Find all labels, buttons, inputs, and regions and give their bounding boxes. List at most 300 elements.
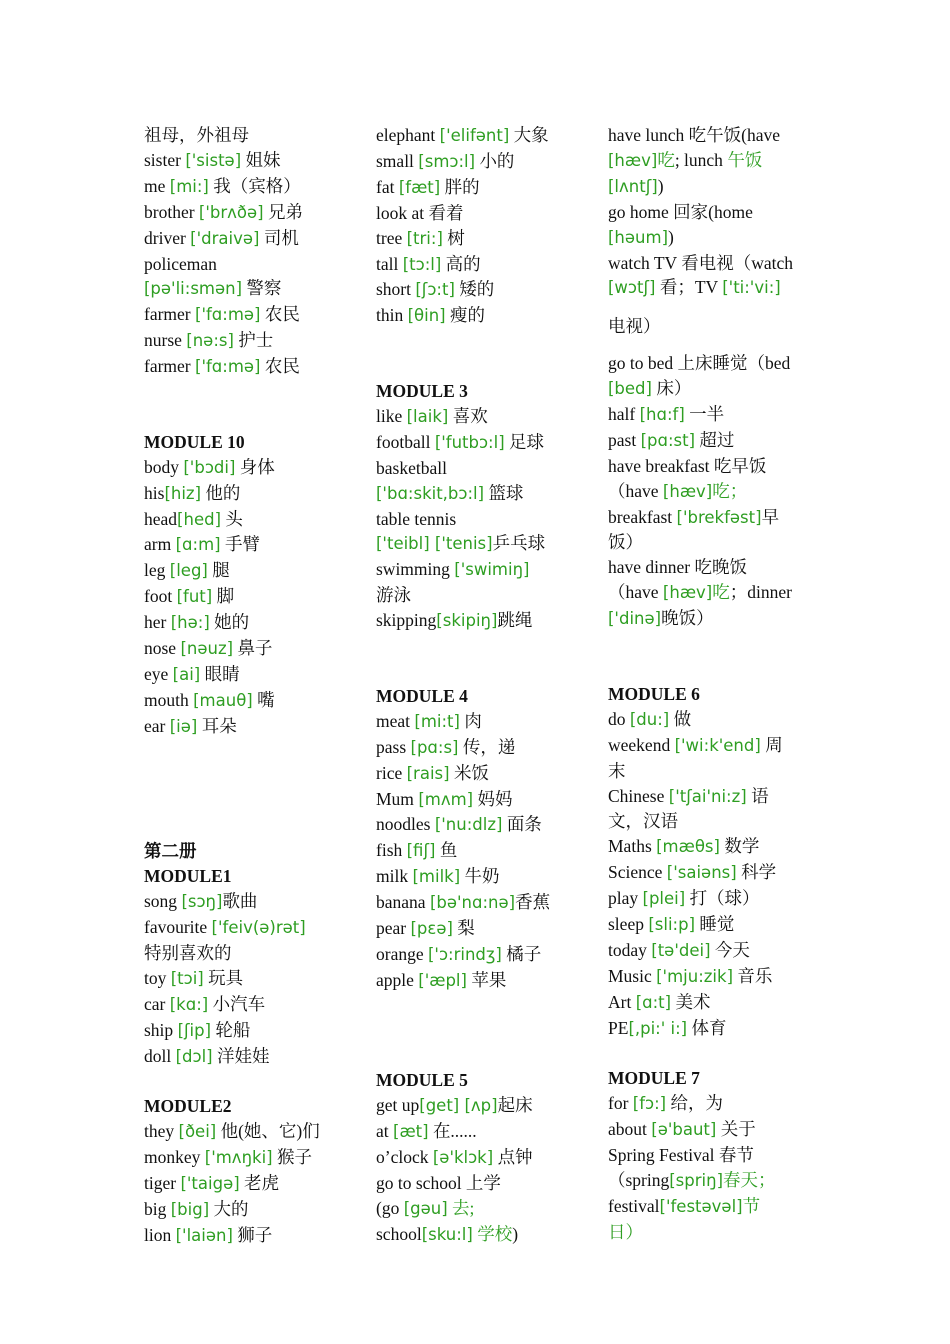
vocab-line (144, 148, 354, 174)
word-text: 乒乓球 (492, 533, 546, 554)
phonetic-text: [tri:] (406, 228, 443, 248)
vocab-line (608, 251, 820, 276)
vocab-line (144, 941, 354, 966)
phonetic-text: ['fɑ:mə] (195, 357, 261, 377)
vocab-line (608, 733, 820, 759)
word-text: 警察 (242, 278, 282, 299)
word-text: 游泳 (376, 585, 411, 606)
phonetic-text: [ðei] (178, 1122, 217, 1142)
phonetic-text: [sli:p] (648, 915, 696, 935)
word-text: go home 回家(home (608, 201, 753, 222)
vocab-line (608, 1016, 820, 1042)
line-gap (144, 740, 354, 840)
word-text: about (608, 1119, 652, 1140)
word-text: pass (376, 736, 411, 757)
phonetic-text: ['brekfəst] (676, 507, 762, 527)
word-text: today (608, 939, 652, 960)
vocab-line (608, 964, 820, 990)
vocab-line (608, 505, 820, 531)
phonetic-text: [smɔ:l] (418, 151, 476, 171)
phonetic-text: [mi:t] (414, 711, 460, 731)
word-text: 腿 (207, 560, 230, 581)
phonetic-text: [hæv] (662, 583, 713, 603)
word-text: 科学 (736, 862, 777, 883)
word-text: 足球 (504, 431, 545, 452)
phonetic-text: [ɑ:m] (175, 535, 221, 555)
word-text: her (144, 612, 171, 633)
word-text: 矮的 (454, 279, 495, 300)
phonetic-text: [iə] (169, 716, 198, 736)
word-text: sleep (608, 914, 649, 935)
line-gap (144, 380, 354, 430)
word-text: play (608, 888, 643, 909)
section-heading (144, 1094, 354, 1119)
vocab-line (608, 1220, 820, 1245)
phonetic-text: [tɔ:l] (402, 254, 442, 274)
section-heading (608, 1066, 820, 1091)
line-gap (608, 1042, 820, 1067)
vocab-line (144, 123, 354, 148)
word-text: 篮球 (484, 482, 524, 503)
vocab-line (376, 864, 588, 890)
word-text: go to bed 上床睡觉（bed (608, 353, 791, 374)
vocab-line (608, 1194, 820, 1220)
word-text: fat (376, 176, 399, 197)
word-text: Spring Festival 春节 (608, 1145, 754, 1166)
gloss-text: ； (729, 480, 748, 501)
vocab-line (376, 252, 588, 278)
vocab-column-left (144, 123, 354, 1249)
phonetic-text: ['sistə] (185, 150, 242, 170)
word-text: 跳绳 (497, 610, 533, 631)
vocab-line (608, 707, 820, 733)
phonetic-text: [fut] (176, 587, 213, 607)
vocab-line (608, 580, 820, 606)
word-text: have dinner 吃晚饭 (608, 557, 747, 578)
heading-text: 第二册 (144, 841, 197, 862)
vocab-line (376, 456, 588, 481)
word-text: pear (376, 918, 411, 939)
section-heading (144, 864, 354, 889)
vocab-line (144, 200, 354, 226)
word-text: ) (512, 1223, 519, 1244)
word-text: song (144, 891, 182, 912)
word-text: 特别喜欢的 (144, 942, 232, 963)
word-text: 我（宾格） (208, 175, 301, 196)
word-text: 祖母，外祖母 (144, 125, 249, 145)
heading-text: MODULE 7 (608, 1068, 700, 1089)
word-text: 末 (608, 760, 626, 781)
phonetic-text: [mʌm] (418, 789, 474, 809)
phonetic-text: [hɑ:f] (639, 404, 685, 424)
word-text: 打（球） (685, 888, 760, 909)
word-text: 看；TV (655, 277, 723, 298)
phonetic-text: [sku:l] (421, 1224, 473, 1244)
word-text: 脚 (212, 586, 235, 607)
line-gap (608, 632, 820, 682)
vocab-line (376, 1145, 588, 1171)
gloss-text: 日） (608, 1221, 643, 1242)
word-text: 今天 (710, 939, 750, 960)
word-text: 音乐 (733, 965, 773, 986)
phonetic-text: [spriŋ] (669, 1171, 724, 1191)
vocab-line (376, 1196, 588, 1222)
word-text: watch TV 看电视（watch (608, 252, 794, 273)
word-text: 高的 (441, 253, 481, 274)
vocab-line (376, 812, 588, 838)
word-text: like (376, 405, 407, 426)
vocab-line (608, 225, 820, 251)
phonetic-text: [lʌntʃ] (608, 176, 658, 196)
word-text: tiger (144, 1173, 181, 1194)
word-text: ear (144, 715, 170, 736)
word-text: 饭） (608, 532, 643, 553)
phonetic-text: [ʃɔ:t] (415, 280, 455, 300)
word-text: 洋娃娃 (212, 1045, 270, 1066)
vocab-line (608, 860, 820, 886)
phonetic-text: [həum] (608, 227, 669, 247)
word-text: 嘴 (252, 689, 275, 710)
phonetic-text: [tɔi] (170, 968, 204, 988)
word-text: swimming (376, 559, 455, 580)
vocab-line (144, 636, 354, 662)
vocab-line (376, 1119, 588, 1145)
vocab-line (608, 784, 820, 810)
phonetic-text: ['bɑ:skit,bɔ:l] (376, 483, 485, 503)
line-gap (608, 301, 820, 313)
vocab-line (608, 1091, 820, 1117)
word-text: basketball (376, 457, 447, 478)
vocab-line (144, 226, 354, 252)
word-text: 护士 (233, 330, 274, 351)
phonetic-text: [wɔtʃ] (608, 278, 656, 298)
gloss-text: 午饭 (727, 149, 763, 170)
vocab-line (608, 990, 820, 1016)
vocab-line (608, 759, 820, 784)
word-text: car (144, 993, 170, 1014)
word-text: 晚饭） (661, 608, 714, 629)
vocab-line (144, 302, 354, 328)
word-text: 苹果 (466, 969, 507, 990)
phonetic-text: [pɑ:s] (410, 737, 459, 757)
word-text: 睡觉 (695, 914, 735, 935)
word-text: 鱼 (435, 840, 458, 861)
phonetic-text: ['teibl] ['tenis] (376, 534, 493, 554)
phonetic-text: [nəuz] (180, 639, 234, 659)
phonetic-text: [,pi:' i:] (628, 1018, 688, 1038)
word-text: PE (608, 1017, 629, 1038)
word-text: 玩具 (203, 967, 244, 988)
word-text: 周 (760, 734, 783, 755)
word-text: 小的 (475, 150, 515, 171)
vocab-line (376, 583, 588, 608)
vocab-line (608, 938, 820, 964)
word-text: 面条 (502, 814, 542, 835)
phonetic-text: ['ɔ:rindʒ] (428, 944, 502, 964)
vocab-line (376, 916, 588, 942)
vocab-line (144, 276, 354, 302)
word-text: 传，递 (458, 736, 516, 757)
phonetic-text: [rais] (406, 763, 450, 783)
word-text: festival (608, 1196, 660, 1216)
vocab-line (144, 354, 354, 380)
word-text: Science (608, 862, 667, 883)
phonetic-text: [fæt] (398, 177, 441, 197)
word-text: football (376, 431, 435, 452)
heading-text: MODULE2 (144, 1096, 232, 1117)
section-heading (376, 1068, 588, 1093)
vocab-line (608, 428, 820, 454)
gloss-text: 吃 (657, 149, 675, 170)
heading-text: MODULE 4 (376, 685, 468, 706)
phonetic-text: [bed] (608, 379, 652, 399)
phonetic-text: [æt] (393, 1122, 429, 1142)
phonetic-text: [mæθs] (656, 837, 720, 857)
vocab-line (608, 200, 820, 225)
phonetic-text: ['elifənt] (439, 126, 510, 145)
word-text: 农民 (260, 304, 300, 325)
word-text: me (144, 175, 170, 196)
vocab-line (144, 1171, 354, 1197)
word-text: fish (376, 840, 407, 861)
word-text: breakfast (608, 506, 677, 527)
word-text: 老虎 (239, 1173, 280, 1194)
vocab-line (608, 555, 820, 580)
word-text: 超过 (695, 429, 735, 450)
word-text: his (144, 482, 165, 503)
phonetic-text: ['bɔdi] (183, 457, 236, 477)
section-heading (376, 684, 588, 709)
vocab-line (144, 1145, 354, 1171)
vocab-line (376, 1171, 588, 1196)
vocab-line (144, 1044, 354, 1070)
word-text: 喜欢 (448, 405, 488, 426)
vocab-line (608, 275, 820, 301)
word-text: foot (144, 586, 177, 607)
gloss-text: 学校 (472, 1223, 513, 1244)
word-text: short (376, 279, 416, 300)
word-text: 司机 (259, 227, 299, 248)
vocab-line (608, 479, 820, 505)
word-text: 在...... (428, 1121, 477, 1142)
word-text: at (376, 1121, 394, 1142)
section-heading (144, 839, 354, 864)
word-text: 他的 (201, 482, 241, 503)
word-text: nose (144, 638, 181, 659)
word-text: 手臂 (220, 534, 260, 555)
vocab-line (144, 584, 354, 610)
word-text: 姐妹 (241, 149, 281, 170)
vocab-line (608, 376, 820, 402)
vocab-line (144, 252, 354, 277)
phonetic-text: ['saiəns] (666, 863, 737, 883)
vocab-line (376, 787, 588, 813)
word-text: 胖的 (440, 176, 480, 197)
phonetic-text: [hæv] (608, 150, 658, 170)
phonetic-text: [skipiŋ] (436, 611, 498, 631)
vocab-line (144, 174, 354, 200)
phonetic-text: [ʃip] (177, 1020, 212, 1040)
word-text: arm (144, 534, 176, 555)
vocab-line (608, 606, 820, 632)
word-text: elephant (376, 125, 440, 145)
vocab-line (144, 889, 354, 915)
phonetic-text: ['brʌðə] (198, 202, 264, 222)
phonetic-text: [mauθ] (193, 690, 253, 710)
word-text: 妈妈 (473, 788, 513, 809)
vocab-line (376, 608, 588, 634)
word-text: 做 (669, 708, 692, 729)
vocab-line (376, 149, 588, 175)
word-text: head (144, 508, 178, 529)
word-text: table tennis (376, 508, 457, 529)
vocab-line (608, 1117, 820, 1143)
vocab-line (144, 481, 354, 507)
word-text: policeman (144, 253, 217, 274)
word-text: 鼻子 (233, 638, 273, 659)
vocab-line (376, 761, 588, 787)
word-text: favourite (144, 917, 212, 938)
word-text: 兄弟 (263, 201, 303, 222)
vocab-line (376, 175, 588, 201)
phonetic-text: [hæv] (662, 481, 713, 501)
word-text: 文，汉语 (608, 811, 678, 832)
word-text: 米饭 (449, 762, 489, 783)
word-text: 眼睛 (200, 664, 240, 685)
word-text: 大的 (209, 1199, 249, 1219)
word-text: Mum (376, 788, 419, 809)
word-text: ; lunch (674, 149, 728, 170)
vocab-line (376, 430, 588, 456)
word-text: 橘子 (501, 943, 542, 964)
word-text: ) (668, 226, 674, 247)
word-text: 农民 (260, 356, 300, 377)
phonetic-text: ['draivə] (190, 228, 260, 248)
word-text: monkey (144, 1147, 205, 1168)
phonetic-text: [ə'klɔk] (432, 1148, 494, 1168)
vocab-line (376, 531, 588, 557)
word-text: 瘦的 (445, 305, 485, 326)
phonetic-text: ['tʃai'ni:z] (668, 786, 747, 806)
vocab-line (144, 662, 354, 688)
vocab-line (376, 507, 588, 532)
word-text: 体育 (687, 1017, 727, 1038)
phonetic-text: [fiʃ] (406, 841, 436, 861)
phonetic-text: [get] [ʌp] (419, 1096, 498, 1116)
vocab-line (144, 966, 354, 992)
phonetic-text: [milk] (412, 867, 461, 887)
gloss-text: ； (758, 1170, 776, 1191)
word-text: sister (144, 149, 186, 170)
word-text: （spring (608, 1170, 670, 1191)
word-text: Art (608, 991, 636, 1012)
vocab-line (144, 1197, 354, 1223)
vocab-line (376, 201, 588, 226)
word-text: 肉 (459, 710, 482, 731)
word-text: 香蕉 (515, 892, 551, 913)
word-text: 电视） (608, 315, 661, 336)
word-text: brother (144, 201, 199, 222)
word-text: (go (376, 1198, 404, 1218)
phonetic-text: ['mʌŋki] (204, 1148, 273, 1168)
phonetic-text: [pεə] (410, 919, 453, 939)
heading-text: MODULE 6 (608, 683, 700, 704)
word-text: for (608, 1093, 633, 1114)
vocab-line (376, 226, 588, 252)
phonetic-text: [mi:] (169, 176, 209, 196)
vocab-line (608, 314, 820, 339)
word-text: 小汽车 (208, 993, 266, 1014)
line-gap (376, 994, 588, 1069)
phonetic-text: [hə:] (170, 613, 210, 633)
word-text: apple (376, 969, 419, 990)
vocab-line (144, 558, 354, 584)
line-gap (144, 1069, 354, 1094)
word-text: do (608, 708, 630, 729)
vocab-line (376, 735, 588, 761)
word-text: 头 (221, 508, 243, 529)
phonetic-text: [dɔl] (175, 1046, 213, 1066)
word-text: 耳朵 (197, 715, 237, 736)
word-text: 一半 (684, 403, 725, 424)
vocab-line (608, 351, 820, 376)
section-heading (376, 379, 588, 404)
vocab-line (376, 123, 588, 149)
word-text: 牛奶 (460, 866, 500, 887)
gloss-text: 吃 (712, 582, 730, 603)
phonetic-text: [big] (170, 1200, 210, 1219)
word-text: eye (144, 664, 173, 685)
vocab-line (376, 968, 588, 994)
phonetic-text: [du:] (629, 709, 670, 729)
word-text: tall (376, 253, 403, 274)
word-text: Chinese (608, 785, 669, 806)
section-heading (144, 430, 354, 455)
word-text: farmer (144, 356, 196, 377)
word-text: look at 看着 (376, 202, 464, 223)
gloss-text: ; (469, 1198, 475, 1218)
vocab-line (376, 1222, 588, 1248)
word-text: they (144, 1121, 179, 1142)
word-text: toy (144, 967, 171, 988)
word-text: body (144, 456, 184, 477)
phonetic-text: [ɑ:t] (635, 992, 672, 1012)
vocab-line (144, 1223, 354, 1249)
vocab-line (144, 455, 354, 481)
phonetic-text: [kɑ:] (169, 994, 209, 1014)
line-gap (376, 634, 588, 684)
word-text: go to school 上学 (376, 1173, 501, 1194)
word-text: 轮船 (211, 1019, 251, 1040)
vocab-line (608, 174, 820, 200)
word-text: 他(她、它)们 (216, 1121, 320, 1142)
word-text: 起床 (497, 1095, 533, 1116)
word-text: 树 (442, 227, 465, 248)
gloss-text: 去 (447, 1198, 470, 1218)
word-text: 早 (761, 506, 780, 527)
word-text: half (608, 403, 640, 424)
word-text: tree (376, 227, 407, 248)
word-text: 梨 (452, 918, 475, 939)
word-text: big (144, 1199, 171, 1219)
word-text: mouth (144, 689, 194, 710)
word-text: 给，为 (666, 1093, 723, 1114)
heading-text: MODULE 5 (376, 1070, 468, 1091)
word-text: 数学 (719, 836, 760, 857)
vocab-line (608, 912, 820, 938)
word-text: 床） (651, 378, 692, 399)
word-text: past (608, 429, 641, 450)
